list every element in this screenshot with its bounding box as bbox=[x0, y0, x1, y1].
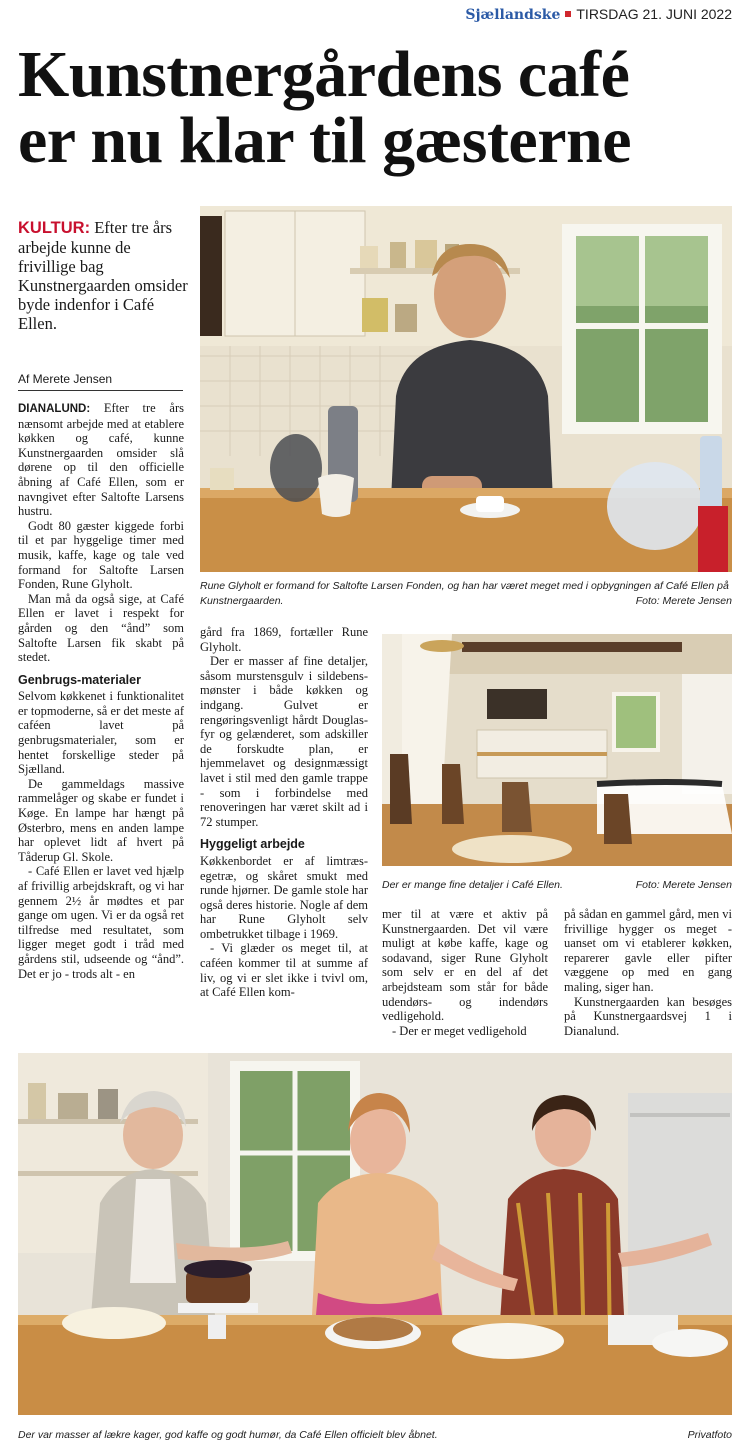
caption-bottom-photo bbox=[18, 1428, 732, 1443]
caption-middle-text: Der er mange fine detaljer i Café Ellen. bbox=[382, 879, 563, 891]
paragraph: Selvom køkkenet i funktionalitet er topmoderne, så er det meste af caféen lavet på genbrugsmaterialer, som er hentet forskellige steder på Sjælland. bbox=[18, 689, 184, 777]
caption-middle-photo bbox=[382, 878, 732, 893]
paragraph: - Der er meget vedligehold bbox=[392, 1023, 527, 1038]
lead-paragraph bbox=[18, 218, 188, 333]
article-column-4 bbox=[564, 907, 732, 1038]
article-column-1 bbox=[18, 401, 184, 981]
paragraph: Man må da også sige, at Café Ellen er lavet i respekt for gården og den “ånd” som Saltofte Larsen fik skabt på stedet. bbox=[18, 591, 184, 665]
masthead bbox=[465, 6, 732, 23]
caption-top-text: Rune Glyholt er formand for Saltofte Larsen Fonden, og han har været meget med i opbygningen af Café Ellen på Kunstnergaarden. bbox=[200, 580, 729, 607]
headline-line-1: Kunstnergårdens café bbox=[18, 38, 630, 111]
paragraph: gård fra 1869, fortæller Rune Glyholt. bbox=[200, 625, 368, 654]
photo-volunteers-cakes-image bbox=[18, 1053, 732, 1415]
credit-top-photo: Foto: Merete Jensen bbox=[635, 595, 732, 607]
lead-text: Efter tre års arbejde kunne de frivillige bag Kunstnergaarden omsider byde indenfor i Café Ellen. bbox=[18, 218, 188, 333]
paragraph: DIANALUND: Efter tre års nænsomt arbejde med at etablere køkken og café, kunne Kunstnergaarden omsider slå dørene op til den officielle åbning af Café Ellen, som er navngivet efter Saltofte Larsens hustru. bbox=[18, 401, 184, 519]
paragraph: Kunstnergaarden kan besøges på Kunstnergaardsvej 1 i Dianalund. bbox=[564, 994, 732, 1038]
kicker: KULTUR: bbox=[18, 219, 91, 237]
photo-cafe-interior-image bbox=[382, 634, 732, 866]
paragraph: Der er masser af fine detaljer, såsom murstensgulv i sildebens-mønster i både køkken og indgang. Gulvet er rengøringsvenligt hårdt Douglas-fyr og gelænderet, som adskiller de forskudte plan, er hjemmelavet og designmæssigt lavet i stil med den gamle trappe - som i forbindelse med renoveringen har været skilt ad i 72 stumper. bbox=[200, 654, 368, 829]
subheading-hyggeligt: Hyggeligt arbejde bbox=[200, 837, 305, 852]
paragraph: Køkkenbordet er af limtræs-egetræ, og skåret smukt med runde hjørner. De gamle stole har også deres historie. Nogle af dem har Rune Glyholt selv ombetrukket tilbage i 1969. bbox=[200, 853, 368, 941]
headline-line-2: er nu klar til gæsterne bbox=[18, 104, 632, 177]
dateline-place: DIANALUND: bbox=[18, 403, 91, 415]
separator-dot bbox=[565, 11, 571, 17]
issue-date: TIRSDAG 21. JUNI 2022 bbox=[576, 6, 732, 22]
photo-cafe-interior bbox=[382, 634, 732, 866]
subheading-genbrug: Genbrugs-materialer bbox=[18, 672, 141, 687]
byline: Af Merete Jensen bbox=[18, 372, 183, 391]
paragraph: - Café Ellen er lavet ved hjælp af frivillig arbejdskraft, og vi har gennem 2½ år mødtes et par gange om ugen. Vi er da også ret tilfredse med resultatet, som ligger meget godt i tråd med gårdens stil, udseende og “ånd”. Det er jo - trods alt - en bbox=[18, 864, 184, 981]
paragraph: Godt 80 gæster kiggede forbi til et par hyggelige timer med musik, kaffe, kage og tale ved formand for Saltofte Larsen Fonden, Rune Glyholt. bbox=[18, 518, 184, 592]
caption-top-photo bbox=[200, 579, 732, 609]
caption-bottom-text: Der var masser af lækre kager, god kaffe og godt humør, da Café Ellen officielt blev åbnet. bbox=[18, 1429, 438, 1441]
newspaper-name: Sjællandske bbox=[465, 7, 561, 23]
article-column-2 bbox=[200, 625, 368, 1000]
headline bbox=[18, 38, 733, 177]
paragraph: på sådan en gammel gård, men vi frivillige hygger os meget - uanset om vi etablerer køkken, reparerer gavle eller pifter væggene op med en gang maling, siger han. bbox=[564, 907, 732, 994]
paragraph: mer til at være et aktiv på Kunstnergaarden. Det vil være muligt at købe kaffe, kage og sodavand, siger Rune Glyholt som selv er en del af det arbejdsteam som står for både udendørs- og indendørs vedligehold. bbox=[382, 907, 548, 1024]
credit-middle-photo: Foto: Merete Jensen bbox=[635, 879, 732, 891]
paragraph: - Vi glæder os meget til, at caféen kommer til at summe af liv, og vi er slet ikke i tvivl om, at Café Ellen kom- bbox=[200, 941, 368, 1000]
article-column-3 bbox=[382, 907, 548, 1038]
photo-rune-glyholt-image bbox=[200, 206, 732, 572]
paragraph: De gammeldags massive rammelåger og skabe er fundet i Køge. En lampe har hængt på Østerbro, mens en anden lampe har oplevet lidt af hvert på Tåderup Gl. Skole. bbox=[18, 776, 184, 864]
photo-rune-glyholt bbox=[200, 206, 732, 572]
credit-bottom-photo: Privatfoto bbox=[687, 1429, 732, 1441]
photo-volunteers-cakes bbox=[18, 1053, 732, 1415]
